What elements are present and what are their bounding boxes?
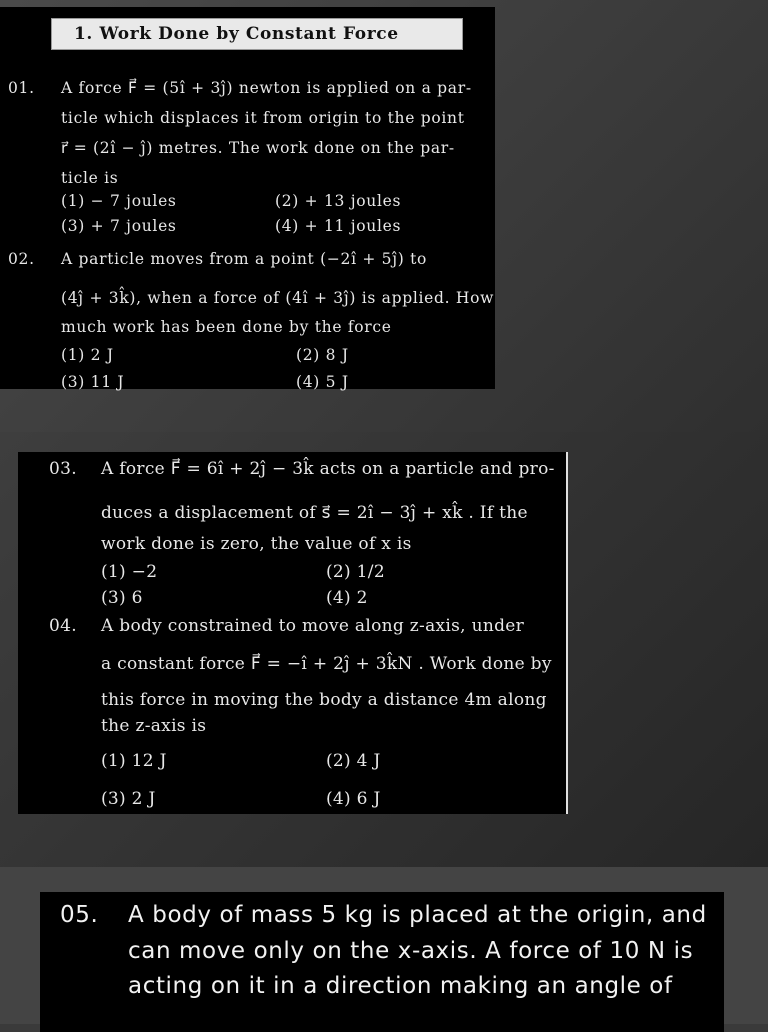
question-text-line: can move only on the x-axis. A force of 10 N is (128, 938, 694, 964)
answer-option: (3) 2 J (101, 789, 156, 809)
question-text-line: a constant force F⃗ = −î + 2ĵ + 3k̂N . Work done by (101, 654, 552, 674)
question-text-line: the z-axis is (101, 716, 207, 736)
question-text-line: A particle moves from a point (−2î + 5ĵ) to (61, 250, 428, 268)
question-number: 02. (8, 250, 35, 268)
question-number: 01. (8, 79, 35, 97)
question-number: 05. (60, 902, 99, 928)
question-text-line: A force F⃗ = 6î + 2ĵ − 3k̂ acts on a particle and pro- (101, 459, 555, 479)
answer-option: (4) + 11 joules (275, 217, 402, 235)
answer-option: (2) 1/2 (326, 562, 385, 582)
answer-option: (4) 6 J (326, 789, 381, 809)
answer-option: (4) 2 (326, 588, 368, 608)
question-text-line: A force F⃗ = (5î + 3ĵ) newton is applied on a par- (61, 79, 472, 97)
question-text-line: (4ĵ + 3k̂), when a force of (4î + 3ĵ) is applied. How (61, 289, 495, 307)
question-text-line: work done is zero, the value of x is (101, 534, 412, 554)
question-panel-3 (40, 892, 724, 1032)
question-number: 03. (49, 459, 77, 479)
question-text-line: ticle which displaces it from origin to the point (61, 109, 465, 127)
question-text-line: A body of mass 5 kg is placed at the origin, and (128, 902, 707, 928)
question-text-line: ticle is (61, 169, 119, 187)
answer-option: (1) 2 J (61, 346, 114, 364)
question-text-line: acting on it in a direction making an angle of (128, 973, 673, 999)
question-text-line: this force in moving the body a distance 4m along (101, 690, 547, 710)
answer-option: (4) 5 J (296, 373, 349, 391)
answer-option: (3) 11 J (61, 373, 125, 391)
question-text-line: A body constrained to move along z-axis, under (101, 616, 525, 636)
answer-option: (2) 8 J (296, 346, 349, 364)
answer-option: (3) 6 (101, 588, 143, 608)
answer-option: (1) 12 J (101, 751, 167, 771)
question-text-line: duces a displacement of s⃗ = 2î − 3ĵ + xk̂ . If the (101, 503, 528, 523)
answer-option: (2) 4 J (326, 751, 381, 771)
question-text-line: r⃗ = (2î − ĵ) metres. The work done on the par- (61, 139, 455, 157)
answer-option: (3) + 7 joules (61, 217, 177, 235)
answer-option: (2) + 13 joules (275, 192, 402, 210)
question-panel-2 (18, 452, 568, 814)
section-title: 1. Work Done by Constant Force (51, 18, 463, 50)
answer-option: (1) − 7 joules (61, 192, 177, 210)
question-number: 04. (49, 616, 77, 636)
question-panel-1 (0, 7, 495, 389)
answer-option: (1) −2 (101, 562, 158, 582)
question-text-line: much work has been done by the force (61, 318, 392, 336)
